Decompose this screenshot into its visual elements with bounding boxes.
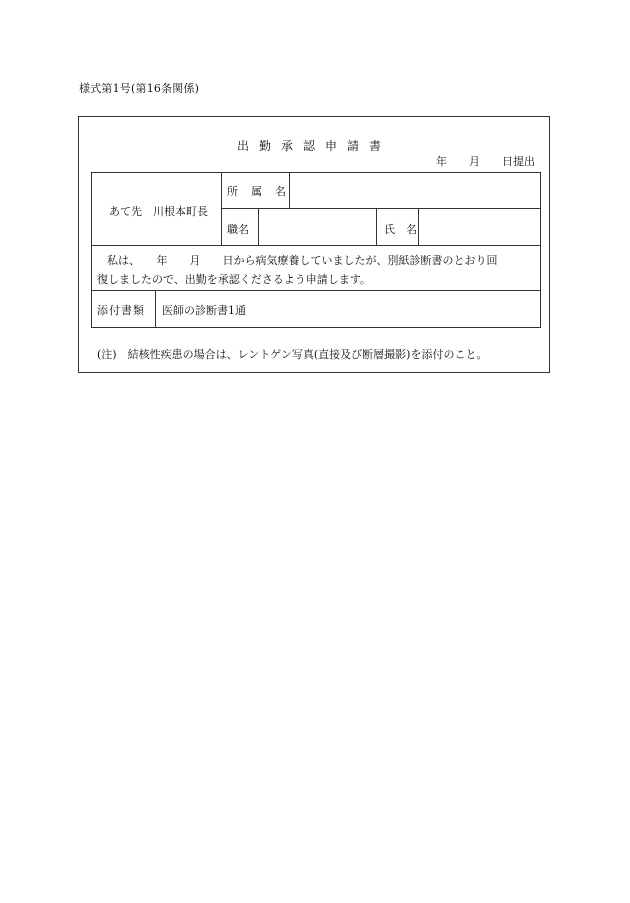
table-left-border <box>91 172 92 327</box>
document-title: 出勤承認申請書 <box>236 139 391 153</box>
request-text-line-2: 復しましたので、出勤を承認くださるよう申請します。 <box>97 273 371 286</box>
attachment-value: 医師の診断書1通 <box>162 304 246 317</box>
table-bottom-border <box>91 327 541 328</box>
col-divider-attachments-label <box>155 290 156 327</box>
position-label: 職名 <box>227 223 249 236</box>
row-divider-body <box>91 290 541 291</box>
name-label: 氏 名 <box>384 223 417 236</box>
form-number: 様式第1号(第16条関係) <box>79 82 200 95</box>
table-right-border <box>540 172 541 327</box>
position-field[interactable] <box>259 209 376 245</box>
application-form <box>78 116 550 373</box>
note: (注) 結核性疾患の場合は、レントゲン写真(直接及び断層撮影)を添付のこと。 <box>97 348 488 361</box>
attachments-label: 添付書類 <box>97 304 145 317</box>
col-divider-addressee <box>221 172 222 245</box>
row-divider-header <box>91 245 541 246</box>
request-text-line-1: 私は、 年 月 日から病気療養していましたが、別紙診断書のとおり回 <box>107 254 498 267</box>
submission-date-line: 年 月 日提出 <box>436 155 535 168</box>
affiliation-label: 所 属 名 <box>227 185 287 198</box>
col-divider-name-start <box>376 208 377 245</box>
name-field[interactable] <box>419 209 540 245</box>
addressee: あて先 川根本町長 <box>109 205 208 218</box>
affiliation-field[interactable] <box>290 173 540 208</box>
